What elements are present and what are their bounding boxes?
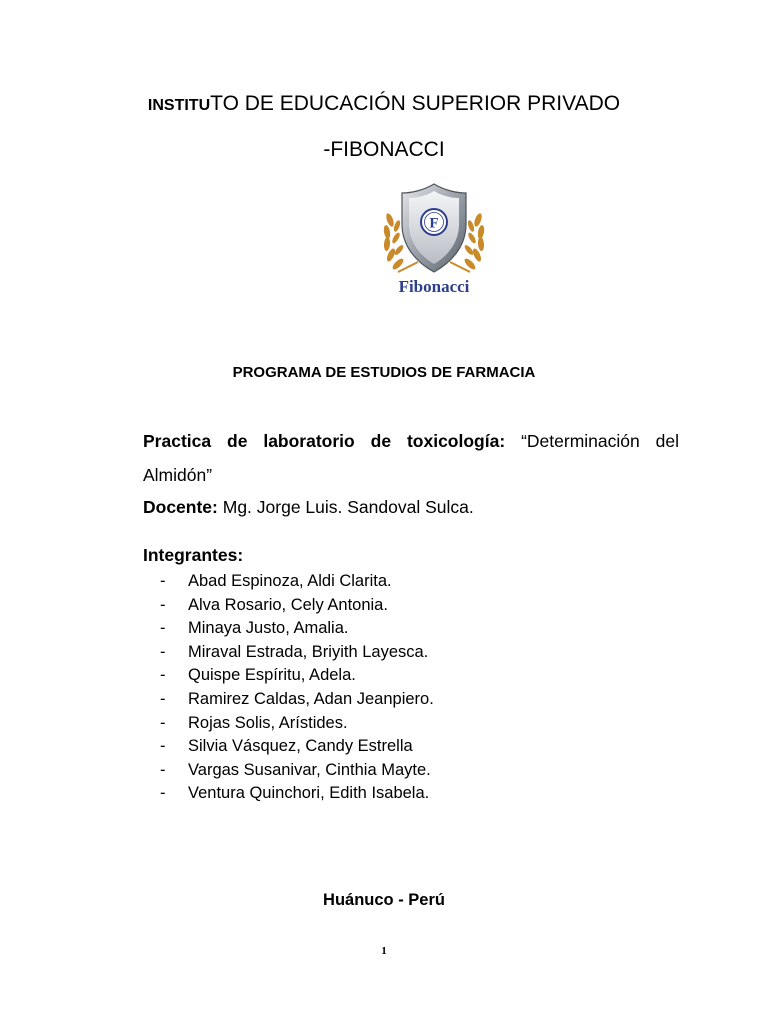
integrantes-list <box>160 570 434 806</box>
institute-title-line-1 <box>0 92 768 116</box>
place-line: Huánuco - Perú <box>323 891 445 909</box>
institute-title-rest: TO DE EDUCACIÓN SUPERIOR PRIVADO <box>210 92 621 115</box>
page-number: 1 <box>381 945 387 957</box>
list-item: - Ramirez Caldas, Adan Jeanpiero. <box>160 689 434 708</box>
list-item: - Abad Espinoza, Aldi Clarita. <box>160 572 392 590</box>
institute-title-prefix: INSTITU <box>147 97 211 114</box>
list-item: - Alva Rosario, Cely Antonia. <box>160 595 388 614</box>
institute-title-line-2: -FIBONACCI <box>323 138 445 161</box>
program-heading: PROGRAMA DE ESTUDIOS DE FARMACIA <box>232 364 536 381</box>
logo-monogram: F <box>429 215 439 232</box>
integrantes-heading: Integrantes: <box>143 545 244 565</box>
list-item: - Minaya Justo, Amalia. <box>160 619 349 638</box>
list-item: - Rojas Solis, Arístides. <box>160 713 348 732</box>
list-item: - Silvia Vásquez, Candy Estrella <box>160 737 413 756</box>
docente-value: Mg. Jorge Luis. Sandoval Sulca. <box>222 497 474 517</box>
logo-wordmark: Fibonacci <box>398 277 470 296</box>
practica-value: “Determinación del Almidón” <box>143 431 679 485</box>
list-item: - Vargas Susanivar, Cinthia Mayte. <box>160 760 431 779</box>
list-item: - Quispe Espíritu, Adela. <box>160 666 356 685</box>
docente-line <box>143 497 474 518</box>
list-item: - Ventura Quinchori, Edith Isabela. <box>160 784 430 803</box>
list-item: - Miraval Estrada, Briyith Layesca. <box>160 642 429 661</box>
practica-label: Practica de laboratorio de toxicología: <box>143 431 506 451</box>
docente-label: Docente: <box>143 497 218 517</box>
practica-paragraph <box>143 424 679 492</box>
